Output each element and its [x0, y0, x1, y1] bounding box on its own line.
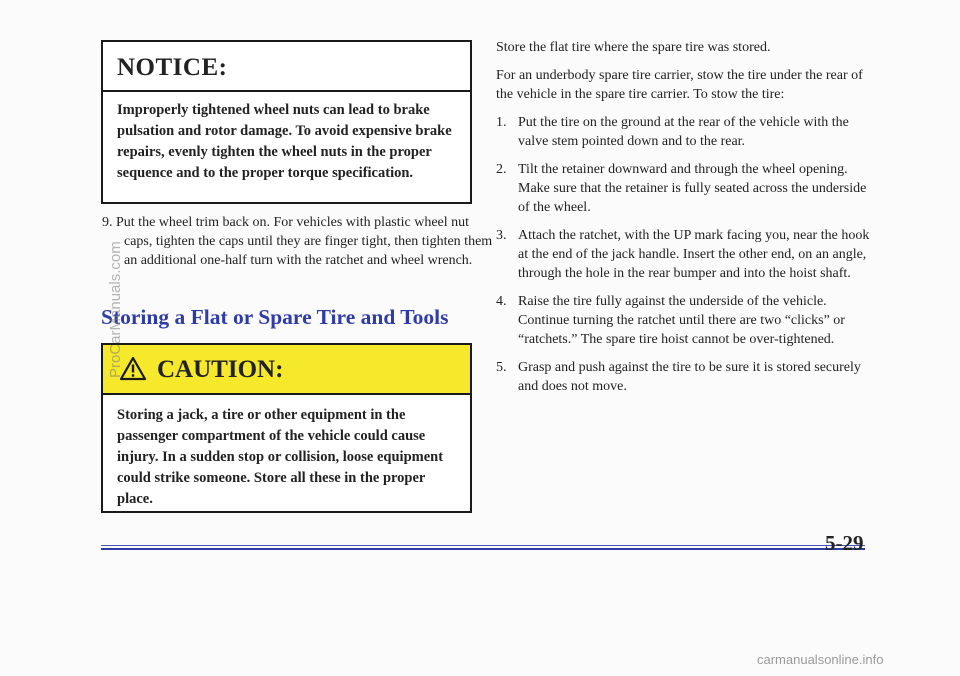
- list-item: [496, 160, 876, 217]
- page-number: 5-29: [825, 531, 864, 555]
- step-text: Raise the tire fully against the underside of the vehicle. Continue turning the ratchet until there are two “clicks” or “ratchets.” The spare tire hoist cannot be over-tightened.: [518, 294, 845, 347]
- caution-body: Storing a jack, a tire or other equipment in the passenger compartment of the vehicle could cause injury. In a sudden stop or collision, loose equipment could strike someone. Store all these in the proper place.: [117, 407, 444, 507]
- step-text: Put the tire on the ground at the rear of the vehicle with the valve stem pointed down and to the rear.: [518, 115, 849, 149]
- list-item: [496, 358, 876, 396]
- footer-rule: [101, 545, 865, 550]
- step-9-text: 9. Put the wheel trim back on. For vehicles with plastic wheel nut caps, tighten the caps until they are finger tight, then tighten them an additional one-half turn with the ratchet and wheel wrench.: [102, 215, 493, 268]
- intro-paragraph-1: Store the flat tire where the spare tire was stored.: [496, 40, 771, 55]
- caution-title-bar: [103, 345, 470, 395]
- step-number: 5.: [496, 360, 507, 375]
- list-item: [496, 292, 876, 349]
- step-text: Tilt the retainer downward and through the wheel opening. Make sure that the retainer is fully seated across the underside of the wheel.: [518, 162, 867, 215]
- section-heading: Storing a Flat or Spare Tire and Tools: [101, 305, 449, 329]
- notice-title: NOTICE:: [103, 42, 470, 92]
- notice-body: Improperly tightened wheel nuts can lead to brake pulsation and rotor damage. To avoid expensive brake repairs, evenly tighten the wheel nuts in the proper sequence and to the proper torque specification.: [117, 102, 452, 181]
- stow-steps-list: [496, 113, 876, 396]
- caution-title: CAUTION:: [157, 356, 284, 383]
- step-text: Attach the ratchet, with the UP mark facing you, near the hook at the end of the jack handle. Insert the other end, on an angle, through the hole in the rear bumper and into the hoist shaft.: [518, 228, 870, 281]
- caution-box: [101, 343, 472, 513]
- step-number: 3.: [496, 228, 507, 243]
- right-column: [496, 38, 876, 405]
- footer-rule-thin: [101, 545, 865, 546]
- list-item: [496, 226, 876, 283]
- step-number: 4.: [496, 294, 507, 309]
- step-text: Grasp and push against the tire to be sure it is stored securely and does not move.: [518, 360, 861, 394]
- notice-box: [101, 40, 472, 204]
- footer-rule-thick: [101, 548, 865, 550]
- list-item: [496, 113, 876, 151]
- watermark-vertical: ProCarManuals.com: [107, 241, 124, 378]
- step-number: 1.: [496, 115, 507, 130]
- intro-paragraph-2: For an underbody spare tire carrier, stow the tire under the rear of the vehicle in the spare tire carrier. To stow the tire:: [496, 68, 863, 102]
- watermark-bottom[interactable]: carmanualsonline.info: [757, 652, 884, 667]
- step-number: 2.: [496, 162, 507, 177]
